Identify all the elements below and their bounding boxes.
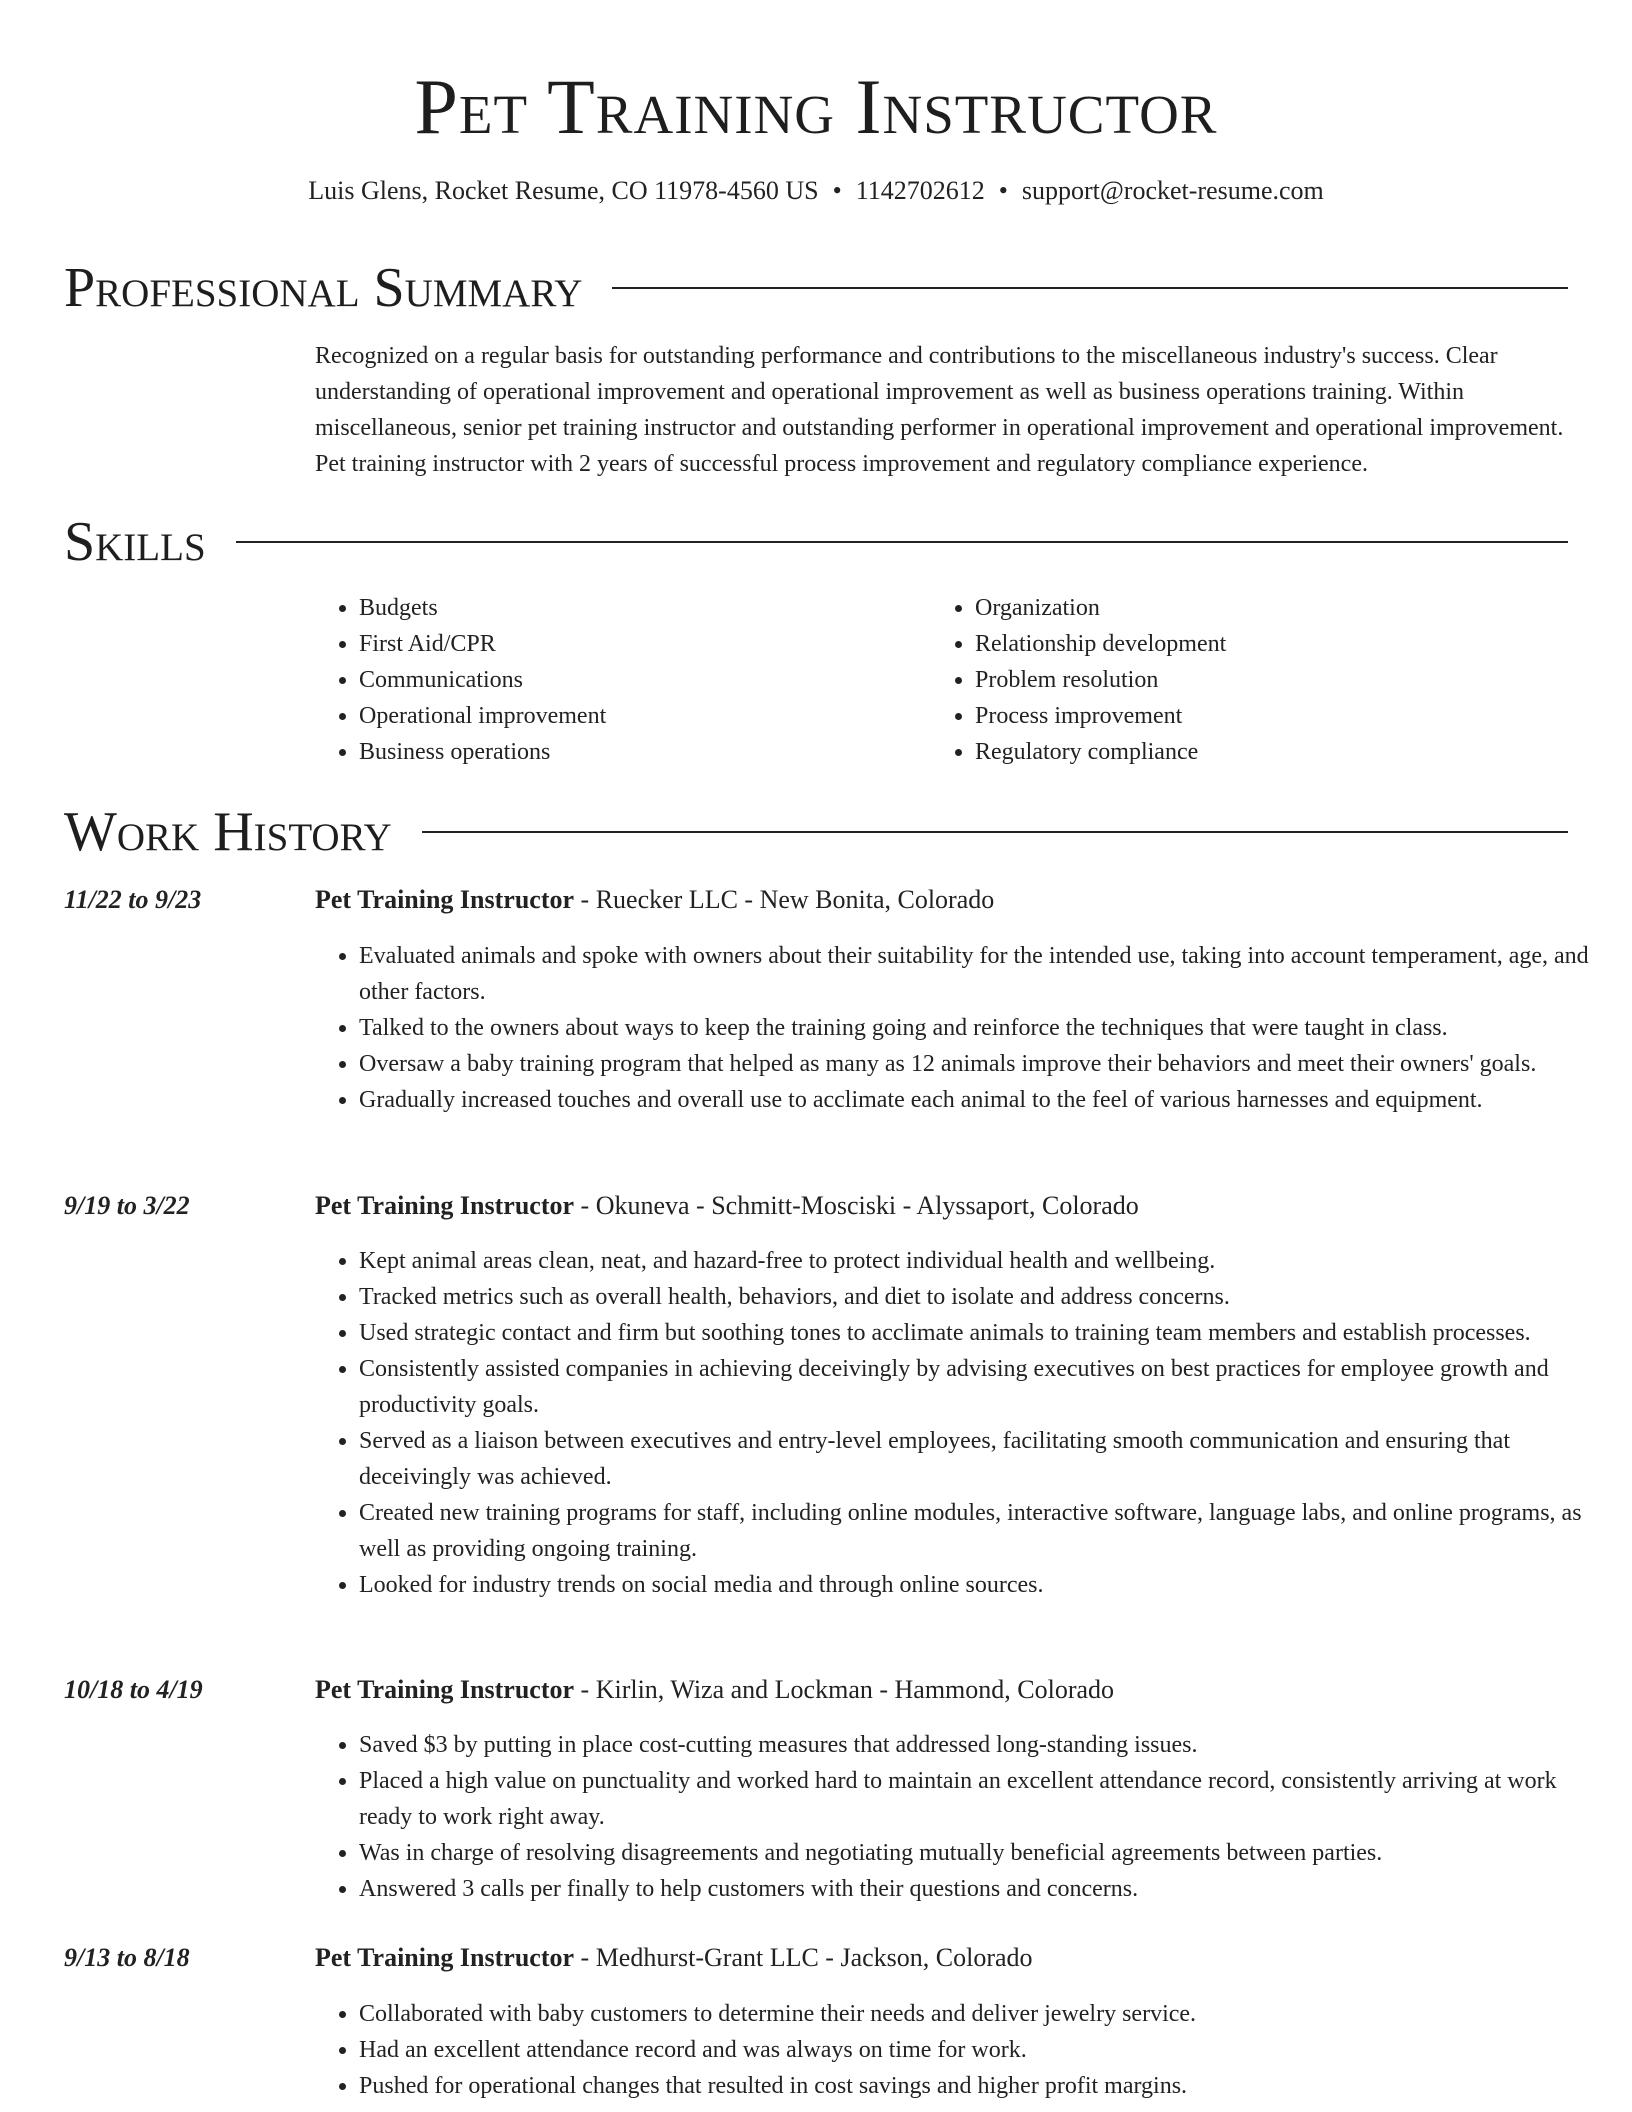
contact-separator: • xyxy=(998,176,1008,205)
section-divider xyxy=(612,287,1568,289)
job-bullet: • Oversaw a baby training program that helped as many as 12 animals improve their behaviors and meet their owners' goals. xyxy=(359,1046,1611,1082)
job-bullet: • Placed a high value on punctuality and worked hard to maintain an excellent attendance record, consistently arriving at work ready to work right away. xyxy=(359,1763,1611,1835)
job-employer: - Kirlin, Wiza and Lockman - Hammond, Colorado xyxy=(574,1675,1115,1704)
job-dates: 11/22 to 9/23 xyxy=(64,885,202,914)
summary-text: Recognized on a regular basis for outstanding performance and contributions to the miscellaneous industry's success. Clear understanding of operational improvement and operational improvement as well as business operations training. Within miscellaneous, senior pet training instructor and outstanding performer in operational improvement and operational improvement. Pet training instructor with 2 years of successful process improvement and regulatory compliance experience. xyxy=(315,343,1564,477)
job-header xyxy=(315,1941,1567,1975)
section-divider xyxy=(236,541,1568,543)
job-role: Pet Training Instructor xyxy=(315,885,575,914)
section-heading-skills xyxy=(64,510,1568,574)
job-role: Pet Training Instructor xyxy=(315,1943,575,1972)
job-dates: 9/13 to 8/18 xyxy=(64,1943,190,1972)
section-divider xyxy=(422,831,1568,833)
skill-item: • Business operations xyxy=(359,734,919,770)
section-title: Professional Summary xyxy=(64,257,583,319)
job-bullet: • Collaborated with baby customers to determine their needs and deliver jewelry service. xyxy=(359,1996,1611,2032)
job-bullet: • Saved $3 by putting in place cost-cutting measures that addressed long-standing issues. xyxy=(359,1727,1611,1763)
section-title: Work History xyxy=(64,801,392,863)
skills-list-left xyxy=(315,590,919,770)
job-bullet: • Created new training programs for staff, including online modules, interactive software, language labs, and online programs, as well as providing ongoing training. xyxy=(359,1495,1611,1567)
job-employer: - Okuneva - Schmitt-Mosciski - Alyssaport, Colorado xyxy=(574,1191,1139,1220)
job-employer: - Medhurst-Grant LLC - Jackson, Colorado xyxy=(574,1943,1033,1972)
job-bullets xyxy=(315,1996,1611,2104)
job-bullet: • Answered 3 calls per finally to help customers with their questions and concerns. xyxy=(359,1871,1611,1907)
contact-separator: • xyxy=(832,176,842,205)
contact-address: Luis Glens, Rocket Resume, CO 11978-4560 US xyxy=(308,176,819,205)
skill-item: • Process improvement xyxy=(975,698,1575,734)
job-header xyxy=(315,1189,1567,1223)
job-role: Pet Training Instructor xyxy=(315,1191,575,1220)
job-bullet: • Used strategic contact and firm but soothing tones to acclimate animals to training team members and establish processes. xyxy=(359,1315,1611,1351)
job-bullet: • Gradually increased touches and overall use to acclimate each animal to the feel of various harnesses and equipment. xyxy=(359,1082,1611,1118)
contact-phone: 1142702612 xyxy=(855,176,985,205)
section-heading-summary xyxy=(64,256,1568,320)
job-header xyxy=(315,1673,1567,1707)
skill-item: • Relationship development xyxy=(975,626,1575,662)
job-bullet: • Talked to the owners about ways to keep the training going and reinforce the techniques that were taught in class. xyxy=(359,1010,1611,1046)
section-heading-work xyxy=(64,800,1568,864)
job-role: Pet Training Instructor xyxy=(315,1675,575,1704)
job-dates: 9/19 to 3/22 xyxy=(64,1191,190,1220)
section-title: Skills xyxy=(64,511,206,573)
job-employer: - Ruecker LLC - New Bonita, Colorado xyxy=(574,885,995,914)
skill-item: • First Aid/CPR xyxy=(359,626,919,662)
job-bullet: • Evaluated animals and spoke with owners about their suitability for the intended use, taking into account temperament, age, and other factors. xyxy=(359,938,1611,1010)
job-bullet: • Tracked metrics such as overall health, behaviors, and diet to isolate and address concerns. xyxy=(359,1279,1611,1315)
skill-item: • Operational improvement xyxy=(359,698,919,734)
skill-item: • Problem resolution xyxy=(975,662,1575,698)
skills-list-right xyxy=(931,590,1575,770)
skill-item: • Regulatory compliance xyxy=(975,734,1575,770)
skill-item: • Communications xyxy=(359,662,919,698)
job-bullets xyxy=(315,1243,1611,1603)
page-title: Pet Training Instructor xyxy=(414,63,1218,150)
job-bullet: • Had an excellent attendance record and was always on time for work. xyxy=(359,2032,1611,2068)
skill-item: • Budgets xyxy=(359,590,919,626)
job-bullets xyxy=(315,938,1611,1118)
job-bullet: • Pushed for operational changes that resulted in cost savings and higher profit margins. xyxy=(359,2068,1611,2104)
skill-item: • Organization xyxy=(975,590,1575,626)
contact-email: support@rocket-resume.com xyxy=(1021,176,1324,205)
job-bullet: • Served as a liaison between executives and entry-level employees, facilitating smooth communication and ensuring that deceivingly was achieved. xyxy=(359,1423,1611,1495)
job-dates: 10/18 to 4/19 xyxy=(64,1675,203,1704)
job-bullet: • Looked for industry trends on social media and through online sources. xyxy=(359,1567,1611,1603)
job-bullet: • Consistently assisted companies in achieving deceivingly by advising executives on best practices for employee growth and productivity goals. xyxy=(359,1351,1611,1423)
job-header xyxy=(315,883,1567,917)
job-bullet: • Was in charge of resolving disagreements and negotiating mutually beneficial agreements between parties. xyxy=(359,1835,1611,1871)
job-bullets xyxy=(315,1727,1611,1907)
contact-line xyxy=(0,174,1632,208)
job-bullet: • Kept animal areas clean, neat, and hazard-free to protect individual health and wellbeing. xyxy=(359,1243,1611,1279)
